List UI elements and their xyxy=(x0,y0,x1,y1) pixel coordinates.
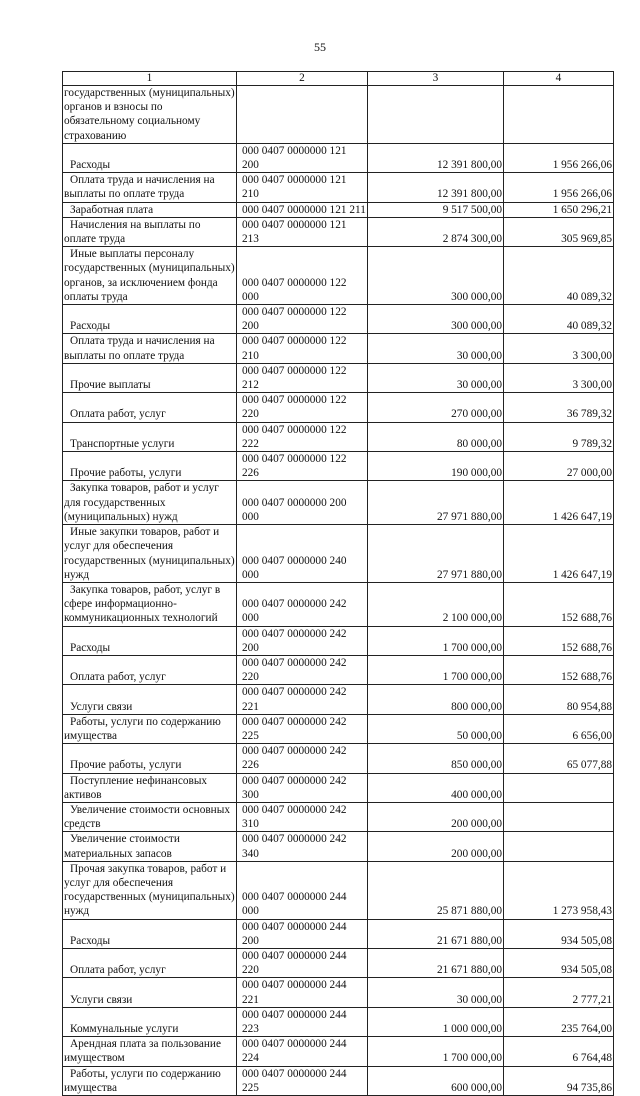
column-header-3: 3 xyxy=(368,72,504,86)
table-row xyxy=(63,832,614,861)
approved-amount: 21 671 880,00 xyxy=(368,948,504,977)
budget-code: 000 0407 0000000 121 211 xyxy=(237,202,368,217)
approved-amount: 850 000,00 xyxy=(368,744,504,773)
row-label: Оплата труда и начисления на выплаты по оплате труда xyxy=(63,334,237,363)
executed-amount: 9 789,32 xyxy=(504,422,614,451)
row-label: Оплата труда и начисления на выплаты по оплате труда xyxy=(63,173,237,202)
budget-code: 000 0407 0000000 244 225 xyxy=(237,1066,368,1095)
table-row xyxy=(63,861,614,919)
table-row xyxy=(63,1007,614,1036)
row-label: Прочие выплаты xyxy=(63,363,237,392)
executed-amount: 27 000,00 xyxy=(504,452,614,481)
table-row xyxy=(63,1037,614,1066)
budget-code: 000 0407 0000000 244 224 xyxy=(237,1037,368,1066)
table-row xyxy=(63,481,614,525)
executed-amount: 1 426 647,19 xyxy=(504,525,614,583)
approved-amount: 9 517 500,00 xyxy=(368,202,504,217)
budget-code: 000 0407 0000000 244 221 xyxy=(237,978,368,1007)
executed-amount: 6 656,00 xyxy=(504,714,614,743)
row-label: Прочая закупка товаров, работ и услуг для обеспечения государственных (муниципальных) нужд xyxy=(64,862,235,918)
table-row xyxy=(63,773,614,802)
approved-amount: 12 391 800,00 xyxy=(368,143,504,172)
table-row xyxy=(63,685,614,714)
approved-amount: 30 000,00 xyxy=(368,334,504,363)
approved-amount: 1 700 000,00 xyxy=(368,655,504,684)
budget-table xyxy=(62,71,614,1096)
column-header-1: 1 xyxy=(63,72,237,86)
table-row xyxy=(63,247,614,305)
table-row xyxy=(63,452,614,481)
approved-amount: 300 000,00 xyxy=(368,305,504,334)
row-label: Прочие работы, услуги xyxy=(63,744,237,773)
executed-amount: 305 969,85 xyxy=(504,217,614,246)
row-label: Заработная плата xyxy=(63,202,237,217)
budget-code: 000 0407 0000000 242 200 xyxy=(237,626,368,655)
executed-amount: 1 426 647,19 xyxy=(504,481,614,525)
row-label: Оплата работ, услуг xyxy=(63,393,237,422)
executed-amount: 235 764,00 xyxy=(504,1007,614,1036)
table-row xyxy=(63,173,614,202)
table-body xyxy=(63,86,614,1096)
page-number: 55 xyxy=(314,40,326,54)
budget-code: 000 0407 0000000 122 210 xyxy=(237,334,368,363)
row-label: Поступление нефинансовых активов xyxy=(63,773,237,802)
budget-code: 000 0407 0000000 244 220 xyxy=(237,948,368,977)
budget-code: 000 0407 0000000 121 213 xyxy=(237,217,368,246)
table-row xyxy=(63,363,614,392)
table-row xyxy=(63,217,614,246)
row-label: Расходы xyxy=(63,143,237,172)
approved-amount: 30 000,00 xyxy=(368,978,504,1007)
budget-code: 000 0407 0000000 242 310 xyxy=(237,802,368,831)
budget-code: 000 0407 0000000 242 225 xyxy=(237,714,368,743)
row-label: Начисления на выплаты по оплате труда xyxy=(63,217,237,246)
executed-amount: 152 688,76 xyxy=(504,655,614,684)
approved-amount: 27 971 880,00 xyxy=(368,525,504,583)
approved-amount: 12 391 800,00 xyxy=(368,173,504,202)
budget-code: 000 0407 0000000 200 000 xyxy=(237,481,368,525)
table-row xyxy=(63,626,614,655)
row-label: Прочие работы, услуги xyxy=(63,452,237,481)
row-label: Увеличение стоимости основных средств xyxy=(63,802,237,831)
executed-amount: 3 300,00 xyxy=(504,363,614,392)
approved-amount: 30 000,00 xyxy=(368,363,504,392)
budget-code: 000 0407 0000000 122 000 xyxy=(237,247,368,305)
executed-amount xyxy=(504,832,614,861)
table-header-row xyxy=(63,72,614,86)
table-row xyxy=(63,422,614,451)
table-row xyxy=(63,86,614,144)
row-label: Арендная плата за пользование имуществом xyxy=(63,1037,237,1066)
budget-code: 000 0407 0000000 242 300 xyxy=(237,773,368,802)
executed-amount: 152 688,76 xyxy=(504,626,614,655)
budget-code: 000 0407 0000000 242 220 xyxy=(237,655,368,684)
row-label: Расходы xyxy=(63,305,237,334)
row-label: Коммунальные услуги xyxy=(63,1007,237,1036)
approved-amount: 50 000,00 xyxy=(368,714,504,743)
approved-amount: 27 971 880,00 xyxy=(368,481,504,525)
row-label: Расходы xyxy=(63,626,237,655)
budget-code: 000 0407 0000000 242 226 xyxy=(237,744,368,773)
budget-code: 000 0407 0000000 122 212 xyxy=(237,363,368,392)
column-header-4: 4 xyxy=(504,72,614,86)
table-row xyxy=(63,143,614,172)
executed-amount: 934 505,08 xyxy=(504,948,614,977)
approved-amount: 2 100 000,00 xyxy=(368,582,504,626)
executed-amount: 1 956 266,06 xyxy=(504,173,614,202)
table-row xyxy=(63,714,614,743)
table-row xyxy=(63,334,614,363)
budget-code: 000 0407 0000000 240 000 xyxy=(237,525,368,583)
approved-amount: 300 000,00 xyxy=(368,247,504,305)
approved-amount: 1 000 000,00 xyxy=(368,1007,504,1036)
executed-amount: 36 789,32 xyxy=(504,393,614,422)
budget-code: 000 0407 0000000 244 000 xyxy=(237,861,368,919)
row-label: Услуги связи xyxy=(63,978,237,1007)
budget-code: 000 0407 0000000 244 223 xyxy=(237,1007,368,1036)
budget-code: 000 0407 0000000 244 200 xyxy=(237,919,368,948)
approved-amount xyxy=(368,86,504,144)
executed-amount: 152 688,76 xyxy=(504,582,614,626)
row-label: Увеличение стоимости материальных запасов xyxy=(63,832,237,861)
table-row xyxy=(63,582,614,626)
table-row xyxy=(63,305,614,334)
executed-amount: 94 735,86 xyxy=(504,1066,614,1095)
executed-amount: 2 777,21 xyxy=(504,978,614,1007)
executed-amount: 65 077,88 xyxy=(504,744,614,773)
row-label: Закупка товаров, работ и услуг для государственных (муниципальных) нужд xyxy=(63,481,237,525)
row-label: Работы, услуги по содержанию имущества xyxy=(63,714,237,743)
row-label: Расходы xyxy=(63,919,237,948)
executed-amount: 1 273 958,43 xyxy=(504,861,614,919)
row-label: Оплата работ, услуг xyxy=(63,655,237,684)
column-header-2: 2 xyxy=(237,72,368,86)
approved-amount: 200 000,00 xyxy=(368,832,504,861)
budget-code: 000 0407 0000000 122 220 xyxy=(237,393,368,422)
executed-amount: 934 505,08 xyxy=(504,919,614,948)
budget-code xyxy=(237,86,368,144)
table-row xyxy=(63,948,614,977)
row-label: Иные закупки товаров, работ и услуг для обеспечения государственных (муниципальных) нужд xyxy=(64,526,235,581)
executed-amount: 40 089,32 xyxy=(504,247,614,305)
approved-amount: 190 000,00 xyxy=(368,452,504,481)
table-row xyxy=(63,525,614,583)
approved-amount: 800 000,00 xyxy=(368,685,504,714)
table-row xyxy=(63,393,614,422)
approved-amount: 80 000,00 xyxy=(368,422,504,451)
row-label: Иные выплаты персоналу государственных (муниципальных) органов, за исключением фонда оплаты труда xyxy=(64,248,235,303)
executed-amount xyxy=(504,86,614,144)
budget-code: 000 0407 0000000 242 340 xyxy=(237,832,368,861)
budget-code: 000 0407 0000000 242 221 xyxy=(237,685,368,714)
executed-amount: 6 764,48 xyxy=(504,1037,614,1066)
executed-amount: 80 954,88 xyxy=(504,685,614,714)
approved-amount: 270 000,00 xyxy=(368,393,504,422)
budget-code: 000 0407 0000000 122 200 xyxy=(237,305,368,334)
table-row xyxy=(63,978,614,1007)
budget-code: 000 0407 0000000 242 000 xyxy=(237,582,368,626)
approved-amount: 1 700 000,00 xyxy=(368,1037,504,1066)
approved-amount: 2 874 300,00 xyxy=(368,217,504,246)
row-label: Услуги связи xyxy=(63,685,237,714)
approved-amount: 400 000,00 xyxy=(368,773,504,802)
row-label: Закупка товаров, работ, услуг в сфере информационно-коммуникационных технологий xyxy=(63,582,237,626)
approved-amount: 600 000,00 xyxy=(368,1066,504,1095)
approved-amount: 25 871 880,00 xyxy=(368,861,504,919)
budget-code: 000 0407 0000000 122 222 xyxy=(237,422,368,451)
approved-amount: 200 000,00 xyxy=(368,802,504,831)
table-row xyxy=(63,202,614,217)
table-row xyxy=(63,744,614,773)
row-label: Оплата работ, услуг xyxy=(63,948,237,977)
approved-amount: 21 671 880,00 xyxy=(368,919,504,948)
budget-code: 000 0407 0000000 121 210 xyxy=(237,173,368,202)
executed-amount xyxy=(504,773,614,802)
approved-amount: 1 700 000,00 xyxy=(368,626,504,655)
budget-code: 000 0407 0000000 121 200 xyxy=(237,143,368,172)
table-row xyxy=(63,655,614,684)
executed-amount: 1 650 296,21 xyxy=(504,202,614,217)
table-row xyxy=(63,802,614,831)
executed-amount: 40 089,32 xyxy=(504,305,614,334)
row-label: Работы, услуги по содержанию имущества xyxy=(63,1066,237,1095)
table-row xyxy=(63,1066,614,1095)
executed-amount xyxy=(504,802,614,831)
executed-amount: 1 956 266,06 xyxy=(504,143,614,172)
row-label: Транспортные услуги xyxy=(63,422,237,451)
table-row xyxy=(63,919,614,948)
budget-code: 000 0407 0000000 122 226 xyxy=(237,452,368,481)
executed-amount: 3 300,00 xyxy=(504,334,614,363)
row-label: государственных (муниципальных) органов и взносы по обязательному социальному страхованию xyxy=(64,87,235,142)
